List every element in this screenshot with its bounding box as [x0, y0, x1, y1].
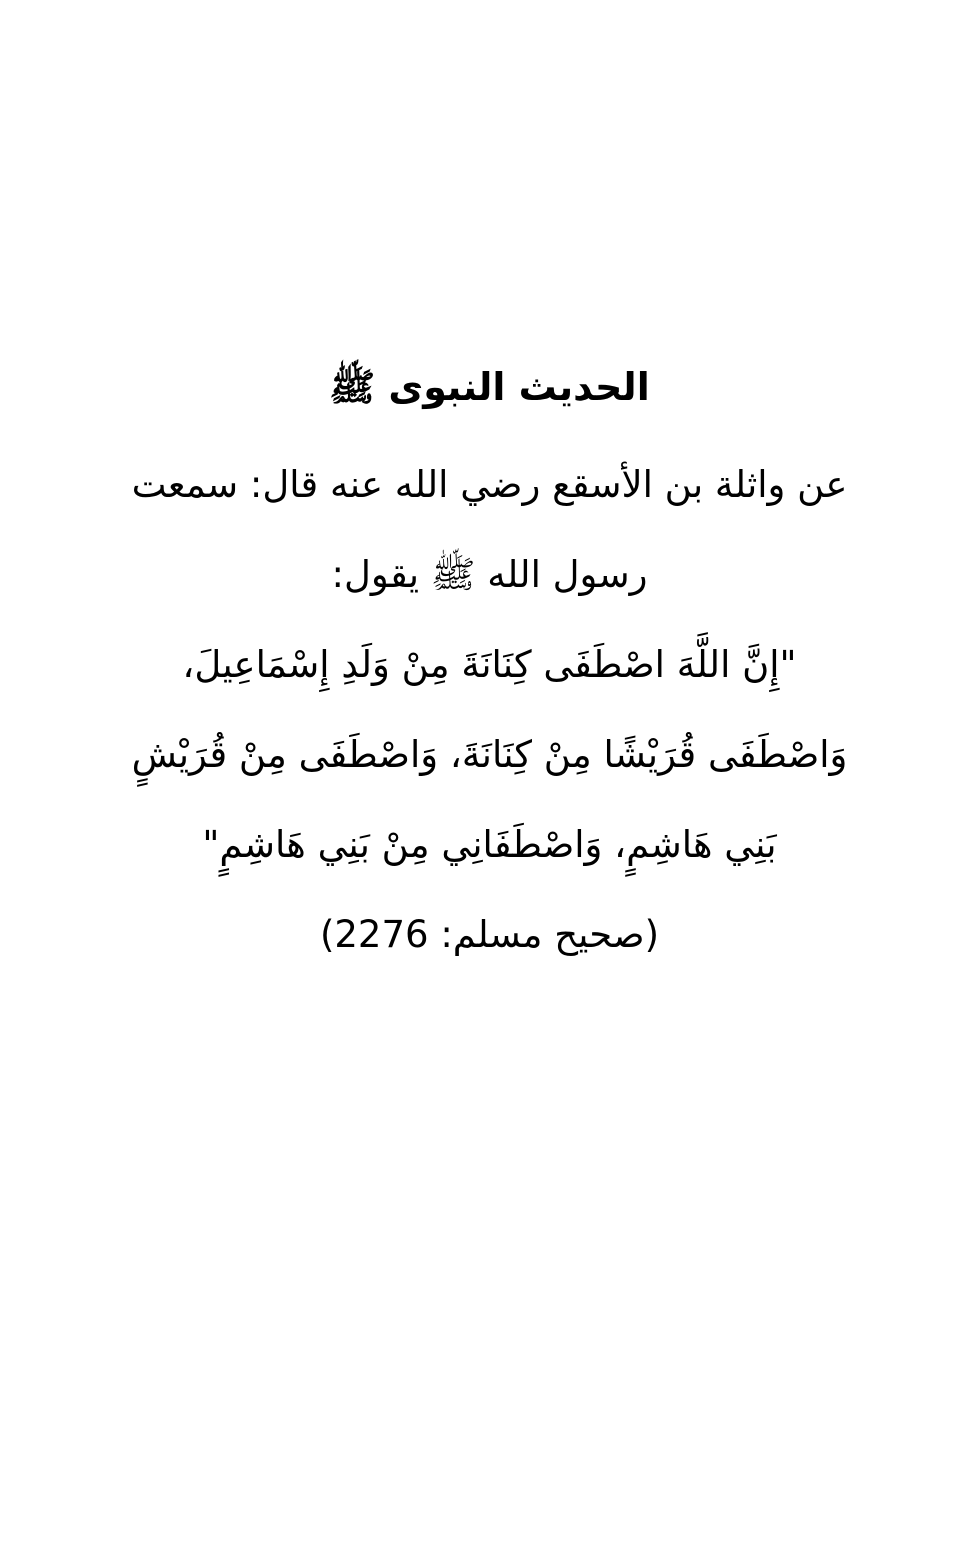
hadith-text-line-1: "إِنَّ اللَّهَ اصْطَفَى كِنَانَةَ مِنْ وَلَدِ إِسْمَاعِيلَ،: [182, 643, 797, 686]
source-citation: (صحيح مسلم: 2276): [319, 913, 660, 956]
document-title: الحديث النبوى ﷺ: [329, 365, 650, 409]
narration-intro-line: رسول الله ﷺ يقول:: [331, 553, 648, 596]
narrator-line: عن واثلة بن الأسقع رضي الله عنه قال: سمعت: [131, 463, 848, 506]
hadith-document: [0, 352, 979, 980]
hadith-text-line-2: وَاصْطَفَى قُرَيْشًا مِنْ كِنَانَةَ، وَاصْطَفَى مِنْ قُرَيْشٍ: [131, 733, 848, 776]
hadith-text-line-3: بَنِي هَاشِمٍ، وَاصْطَفَانِي مِنْ بَنِي هَاشِمٍ": [202, 823, 777, 866]
